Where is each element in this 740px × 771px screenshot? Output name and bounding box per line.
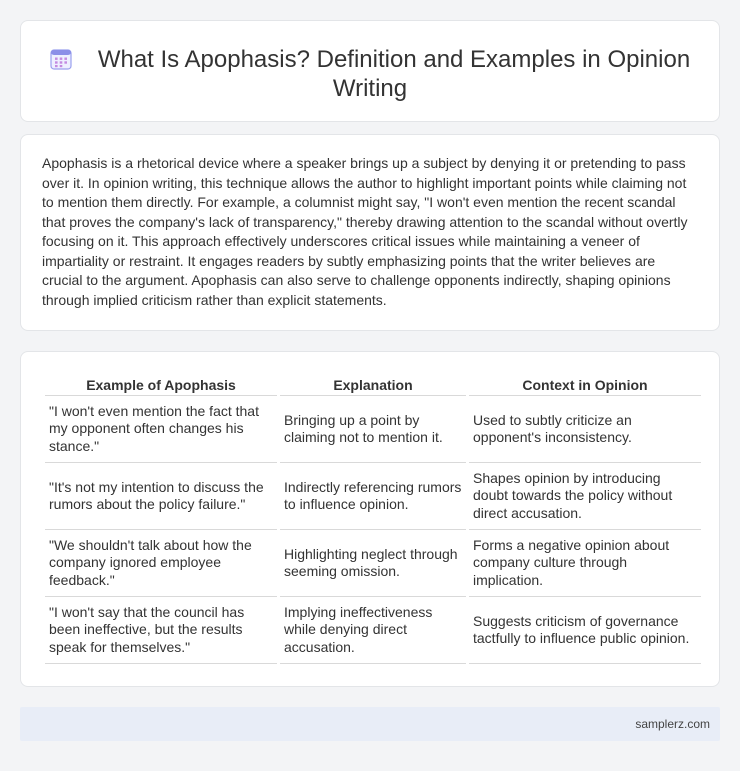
examples-table <box>42 373 704 664</box>
cell-explanation: Highlighting neglect through seeming omission. <box>280 530 466 597</box>
cell-explanation: Implying ineffectiveness while denying direct accusation. <box>280 597 466 664</box>
table-row <box>45 597 701 664</box>
table-row <box>45 530 701 597</box>
table-header-row <box>45 373 701 396</box>
table-card <box>20 351 720 687</box>
cell-context: Forms a negative opinion about company culture through implication. <box>469 530 701 597</box>
footer-site-link[interactable]: samplerz.com <box>635 717 710 731</box>
intro-card <box>20 134 720 331</box>
cell-context: Used to subtly criticize an opponent's inconsistency. <box>469 396 701 463</box>
page-title-wrap <box>21 45 719 103</box>
header-explanation: Explanation <box>280 373 466 396</box>
table-row <box>45 396 701 463</box>
header-context: Context in Opinion <box>469 373 701 396</box>
cell-example: "We shouldn't talk about how the company ignored employee feedback." <box>45 530 277 597</box>
intro-paragraph: Apophasis is a rhetorical device where a speaker brings up a subject by denying it or pretending to pass over it. In opinion writing, this technique allows the author to highlight important points while claiming not to mention them directly. For example, a columnist might say, "I won't even mention the recent scandal that proves the company's lack of transparency," thereby drawing attention to the scandal without overtly focusing on it. This approach effectively underscores critical issues while maintaining a veneer of impartiality or restraint. It engages readers by subtly emphasizing points that the writer believes are crucial to the argument. Apophasis can also serve to challenge opponents indirectly, shaping opinions through implied criticism rather than explicit statements. <box>42 155 688 308</box>
cell-example: "I won't say that the council has been ineffective, but the results speak for themselves." <box>45 597 277 664</box>
cell-explanation: Bringing up a point by claiming not to mention it. <box>280 396 466 463</box>
calendar-grid-icon <box>50 48 72 70</box>
title-card <box>20 20 720 122</box>
header-example: Example of Apophasis <box>45 373 277 396</box>
cell-example: "It's not my intention to discuss the rumors about the policy failure." <box>45 463 277 530</box>
table-row <box>45 463 701 530</box>
cell-explanation: Indirectly referencing rumors to influence opinion. <box>280 463 466 530</box>
cell-context: Suggests criticism of governance tactfully to influence public opinion. <box>469 597 701 664</box>
page-title: What Is Apophasis? Definition and Examples in Opinion Writing <box>97 46 691 102</box>
footer-bar <box>20 707 720 741</box>
cell-context: Shapes opinion by introducing doubt towards the policy without direct accusation. <box>469 463 701 530</box>
cell-example: "I won't even mention the fact that my opponent often changes his stance." <box>45 396 277 463</box>
